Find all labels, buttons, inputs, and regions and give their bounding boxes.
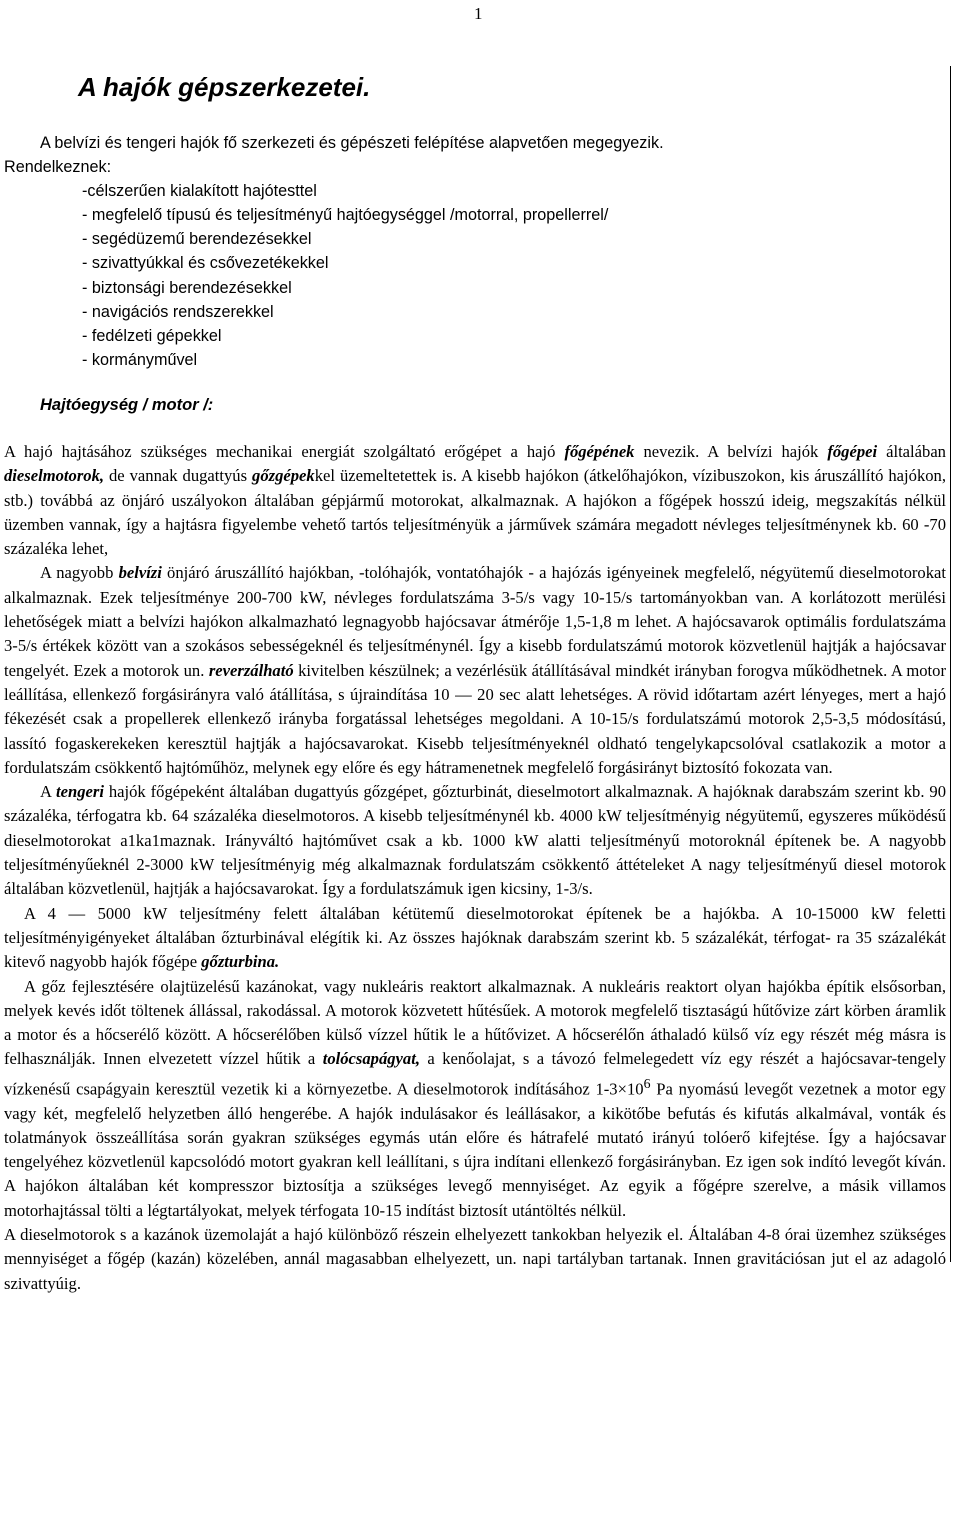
text-run: hajók főgépeként általában dugattyús gőzgépet, gőzturbinát, dieselmotort alkalmaznak. A hajóknak darabszám szerint kb. 90 százaléka, térfogatra kb. 64 százaléka dieselmotoros. A kisebb teljesítménynél kb. 4000 kW teljesítményig négyütemű, egyszeres működésű dieselmotorokat a1ka1maznak. Irányváltó hajtóművet csak a kb. 1000 kW alatti teljesítményű motoroknál építenek be. A nagyobb teljesítményűeknél 2-3000 kW teljesítményig még alkalmaznak fordulatszám csökkentő áttételeket A nagy teljesítményű diesel motorok általában közvetlenül, hajtják a hajócsavarokat. Így a fordulatszámuk igen kicsiny, 1-3/s. (4, 782, 946, 899)
emphasis: tolócsapágyat, (322, 1049, 420, 1069)
text-run: kivitelben készülnek; a vezérlésük átállításával mindkét irányban forogva működhetnek. A motor leállítása, ellenkező forgásirányra való átállítása, s újraindítása 10 — 20 sec alatt lehetséges. A rövid időtartam azért lényeges, mert a hajó fékezését csak a propellerek ellenkező irányba forgatással lehetséges megoldani. A 10-15/s fordulatszámú motorok 2,5-3,5 módosítású, lassító fogaskerekeken keresztül hajtják a hajócsavarokat. Kisebb teljesítményeknél oldható tengelykapcsolóval csatlakozik a motor a fordulatszám csökkentő hajtóműhöz, melynek egy előre és egy hátramenetnek megfelelő forgásirányt biztosító fokozata van. (4, 660, 946, 777)
emphasis: tengeri (56, 782, 104, 802)
intro-lead: A belvízi és tengeri hajók fő szerkezeti és gépészeti felépítése alapvetően megegyezik. (40, 134, 664, 152)
page-title: A hajók gépszerkezetei. (78, 72, 371, 102)
text-run: általában (877, 442, 946, 461)
body-text (4, 440, 946, 1296)
text-run: önjáró áruszállító hajókban, -tolóhajók, vontatóhajók - a hajózás igényeinek megfelelő, négyütemű dieselmotorokat alkalmaznak. Ezek teljesítménye 200-700 kW, névleges fordulatszáma 3-5/s vagy 10-15/s tartományokban van. A korlátozott merülési lehetőségek miatt a belvízi hajókon alkalmazható legnagyobb hajócsavar átmérője 1,5-1,8 m lehet. A hajócsavarok optimális fordulatszáma 3-5/s értékek között van a szokásos sebességeknél és teljesítménynél. Így a kisebb fordulatszámú motorok közvetlenül hajtják a hajócsavar tengelyét. Ezek a motorok un. (4, 563, 946, 680)
list-item: - megfelelő típusú és teljesítményű hajtóegységgel /motorral, propellerrel/ (82, 206, 609, 225)
list-item: - biztonsági berendezésekkel (82, 278, 292, 297)
text-run: A 4 — 5000 kW teljesítmény felett általában kétütemű dieselmotorokat építenek be a hajókba. A 10-15000 kW feletti teljesítményigényeket általában őzturbinával elégítik ki. Az összes hajóknak darabszám szerint kb. 5 százalékát, térfogat- ra 35 százalékát kitevő nagyobb hajók főgépe (4, 903, 946, 972)
text-run: nevezik. A belvízi hajók (634, 442, 828, 461)
text-run: A nagyobb (40, 563, 119, 583)
superscript: 6 (643, 1075, 651, 1091)
section-heading: Hajtóegység / motor /: (40, 396, 214, 414)
list-item: - navigációs rendszerekkel (82, 302, 274, 321)
emphasis: gőzturbina. (201, 952, 280, 972)
paragraph-2 (4, 561, 946, 780)
page-number: 1 (474, 4, 483, 23)
emphasis: főgépei (827, 442, 878, 461)
emphasis: dieselmotorok, (4, 466, 105, 486)
intro-section (4, 131, 948, 372)
text-run: kel üzemeltetettek is. A kisebb hajókon (átkelőhajókon, vízibuszokon, kis áruszállító hajókon, stb.) továbbá az önjáró uszályokon általában gépjármű motorokat, alkalmaznak. A hajókon a főgépek hosszú ideig, megszakítás nélkül üzemben vannak, így a hajtásra figyelembe vehető tartós teljesítményük a járművek számára megadott névleges teljesítménynek kb. 60 -70 százaléka lehet, (4, 466, 946, 559)
emphasis: belvízi (118, 563, 162, 583)
text-run: a kenőolajat, s a távozó felmelegedett víz egy részét a hajócsavar-tengely vízkenésű csapágyain keresztül vezetik ki a környezetbe. A dieselmotorok indításához 1-3×10 (4, 1049, 946, 1099)
text-run: A (40, 782, 56, 802)
emphasis: reverzálható (208, 660, 294, 680)
paragraph-6: A dieselmotorok s a kazánok üzemolaját a hajó különböző részein elhelyezett tankokban helyezik el. Általában 4-8 órai üzemhez szükséges mennyiséget a főgép (kazán) közelében, annál magasabban elhelyezett, un. napi tartályban tartanak. Innen gravitációsan jut el az adagoló szivattyúig. (4, 1225, 946, 1293)
intro-line: Rendelkeznek: (4, 158, 112, 177)
text-run: Pa nyomású levegőt vezetnek a motor egy vagy két, megfelelő helyzetben álló hengerébe. A hajók indulásakor és leállásakor, a kikötőbe befutás és kifutás alkalmával, vonták és tolatmányok összeállítása során gyakran szükséges egymás után előre és hátrafelé mutató irányú tolóerő kifejtése. Így a hajócsavar tengelyéhez közvetlenül kapcsolódó motort gyakran kell leállítani, s újra indítani ellenkező forgásirányban. Ez igen sok indító levegőt kíván. A hajókon általában két kompresszor biztosítja a szükséges levegő mennyiséget. Az egyik a főgépre szerelve, a másik villamos motorhajtással tölti a légtartályokat, melyek térfogata 10-15 indítást biztosít utántöltés nélkül. (4, 1079, 946, 1220)
paragraph-4 (4, 902, 946, 975)
emphasis: gőzgépek (252, 466, 315, 486)
list-item: -célszerűen kialakított hajótesttel (82, 182, 317, 201)
paragraph-5 (4, 975, 946, 1224)
list-item: - szivattyúkkal és csővezetékekkel (82, 254, 329, 273)
margin-rule (950, 66, 951, 1262)
list-item: - kormányművel (82, 350, 198, 369)
list-item: - fedélzeti gépekkel (82, 326, 222, 345)
text-run: A gőz fejlesztésére olajtüzelésű kazánokat, vagy nukleáris reaktort alkalmaznak. A nukleáris reaktort olyan hajókba építik elsősorban, melyek kevés időt töltenek állással, rakodással. A motorok közvetett hűtésűek. A motorok megfelelő tisztaságú hűtővize zárt körben áramlik a motor és a hőcserélő között. A hőcserélőben külső vízzel hűtik le a hűtővizet. A hőcserélőn áthaladó külső víz egy részét még másra is felhasználják. Innen elvezetett vízzel hűtik a (4, 976, 946, 1069)
text-run: de vannak dugattyús (104, 466, 253, 486)
list-item: - segédüzemű berendezésekkel (82, 230, 312, 249)
emphasis: főgépének (564, 442, 635, 461)
paragraph-3 (4, 780, 946, 901)
paragraph-1 (4, 440, 946, 561)
text-run: A hajó hajtásához szükséges mechanikai energiát szolgáltató erőgépet a hajó (4, 442, 565, 461)
